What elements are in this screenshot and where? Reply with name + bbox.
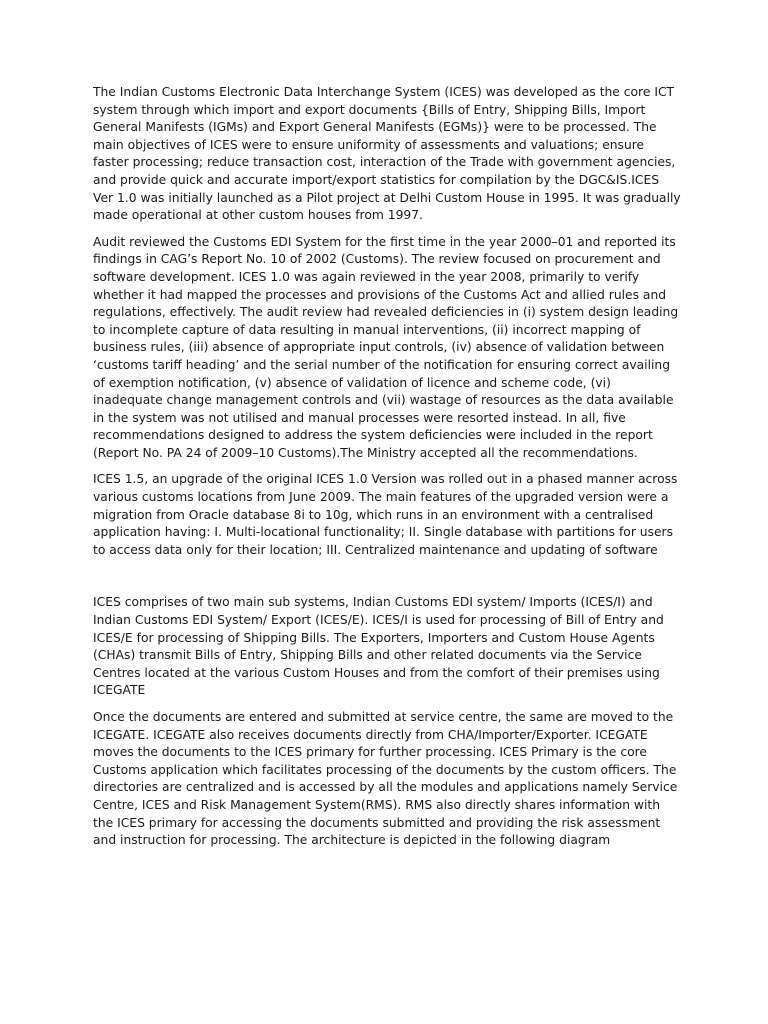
paragraph-audit-review: Audit reviewed the Customs EDI System for the first time in the year 2000–01 and reported its findings in CAG’s Report No. 10 of 2002 (Customs). The review focused on procurement and software development. ICES 1.0 was again reviewed in the year 2008, primarily to verify whether it had mapped the processes and provisions of the Customs Act and allied rules and regulations, effectively. The audit review had revealed deficiencies in (i) system design leading to incomplete capture of data resulting in manual interventions, (ii) incorrect mapping of business rules, (iii) absence of appropriate input controls, (iv) absence of validation between ‘customs tariff heading’ and the serial number of the notification for ensuring correct availing of exemption notification, (v) absence of validation of licence and scheme code, (vi) inadequate change management controls and (vii) wastage of resources as the data available in the system was not utilised and manual processes were resorted instead. In all, five recommendations designed to address the system deficiencies were included in the report (Report No. PA 24 of 2009–10 Customs).The Ministry accepted all the recommendations.	[93, 234, 679, 460]
document-body	[93, 84, 683, 850]
paragraph-ices-subsystems: ICES comprises of two main sub systems, Indian Customs EDI system/ Imports (ICES/I) and Indian Customs EDI System/ Export (ICES/E). ICES/I is used for processing of Bill of Entry and ICES/E for processing of Shipping Bills. The Exporters, Importers and Custom House Agents (CHAs) transmit Bills of Entry, Shipping Bills and other related documents via the Service Centres located at the various Custom Houses and from the comfort of their premises using ICEGATE	[93, 595, 664, 698]
paragraph-icegate-flow: Once the documents are entered and submitted at service centre, the same are moved to the ICEGATE. ICEGATE also receives documents directly from CHA/Importer/Exporter. ICEGATE moves the documents to the ICES primary for further processing. ICES Primary is the core Customs application which facilitates processing of the documents by the custom officers. The directories are centralized and is accessed by all the modules and applications namely Service Centre, ICES and Risk Management System(RMS). RMS also directly shares information with the ICES primary for accessing the documents submitted and providing the risk assessment and instruction for processing. The architecture is depicted in the following diagram	[93, 710, 678, 848]
paragraph-spacer	[93, 700, 683, 709]
paragraph-ices-upgrade: ICES 1.5, an upgrade of the original ICES 1.0 Version was rolled out in a phased manner across various customs locations from June 2009. The main features of the upgraded version were a migration from Oracle database 8i to 10g, which runs in an environment with a centralised application having: I. Multi‐locational functionality; II. Single database with partitions for users to access data only for their location; III. Centralized maintenance and updating of software	[93, 472, 678, 557]
paragraph-ices-overview: The Indian Customs Electronic Data Interchange System (ICES) was developed as the core ICT system through which import and export documents {Bills of Entry, Shipping Bills, Import General Manifests (IGMs) and Export General Manifests (EGMs)} were to be processed. The main objectives of ICES were to ensure uniformity of assessments and valuations; ensure faster processing; reduce transaction cost, interaction of the Trade with government agencies, and provide quick and accurate import/export statistics for compilation by the DGC&IS.ICES Ver 1.0 was initially launched as a Pilot project at Delhi Custom House in 1995. It was gradually made operational at other custom houses from 1997.	[93, 85, 681, 223]
section-spacer	[93, 559, 683, 594]
paragraph-spacer	[93, 462, 683, 471]
paragraph-spacer	[93, 225, 683, 234]
